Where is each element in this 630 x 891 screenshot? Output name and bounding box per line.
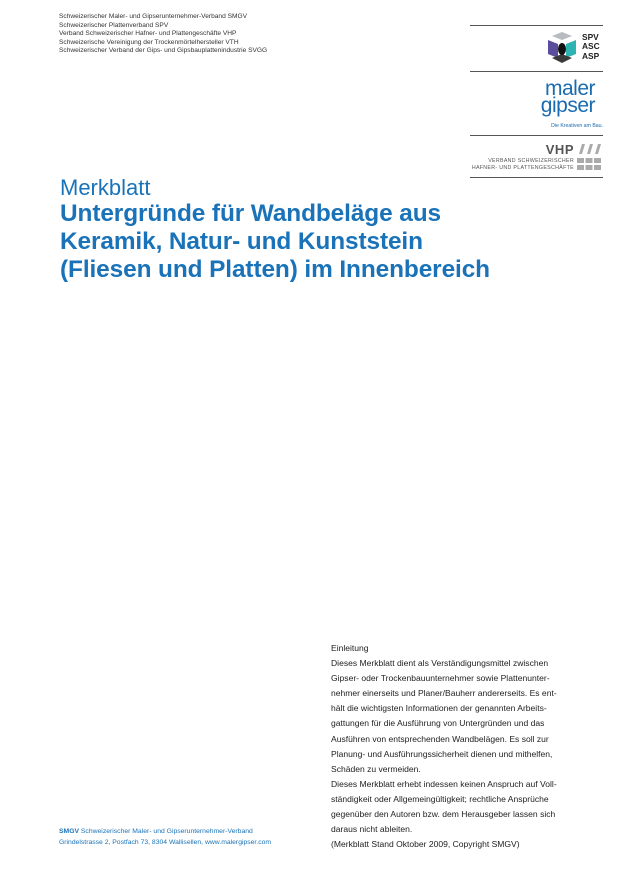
intro-line: Planung- und Ausführungssicherheit dienen und mithelfen, xyxy=(331,748,553,759)
vhp-line1: VERBAND SCHWEIZERISCHER xyxy=(488,158,574,164)
intro-line: Dieses Merkblatt dient als Verständigungsmittel zwischen xyxy=(331,658,549,669)
footer-org xyxy=(59,827,271,838)
vhp-line2: HAFNER- UND PLATTENGESCHÄFTE xyxy=(471,165,574,171)
intro-line: daraus nicht ableiten. xyxy=(331,824,413,835)
association-item: Verband Schweizerischer Hafner- und Plattengeschäfte VHP xyxy=(59,30,237,38)
intro-line: ständigkeit oder Allgemeingültigkeit; rechtliche Ansprüche xyxy=(331,793,549,804)
document-title xyxy=(60,175,490,284)
association-item: Schweizerischer Maler- und Gipserunternehmer-Verband SMGV xyxy=(59,13,248,20)
intro-heading: Einleitung xyxy=(331,643,369,653)
association-item: Schweizerischer Plattenverband SPV xyxy=(59,21,169,29)
spv-text: SPV ASC ASP xyxy=(582,32,600,61)
vhp-logo xyxy=(470,136,603,177)
intro-line: Schäden zu vermeiden. xyxy=(331,763,421,774)
title-line: Keramik, Natur- und Kunststein xyxy=(60,228,423,255)
intro-line: gattungen für die Ausführung von Untergründen und das xyxy=(331,718,545,729)
footer-address: Grindelstrasse 2, Postfach 73, 8304 Wallisellen, www.malergipser.com xyxy=(59,838,272,846)
malergipser-tagline: Die Kreativen am Bau. xyxy=(551,123,603,129)
footer-org-name: Schweizerischer Maler- und Gipserunternehmer-Verband xyxy=(79,828,253,835)
cube-icon xyxy=(544,32,580,64)
tile-grid-icon xyxy=(577,158,601,170)
footer-org-abbr: SMGV xyxy=(59,828,80,835)
malergipser-wordmark: maler gipser xyxy=(540,77,595,117)
spv-logo xyxy=(470,26,603,71)
intro-line: gegenüber den Autoren bzw. dem Herausgeber lassen sich xyxy=(331,809,556,820)
intro-line: Gipser- oder Trockenbauunternehmer sowie Plattenunter- xyxy=(331,673,550,684)
intro-line: nehmer einerseits und Planer/Bauherr andererseits. Es ent- xyxy=(331,688,557,699)
title-line: (Fliesen und Platten) im Innenbereich xyxy=(60,256,490,283)
association-item: Schweizerischer Verband der Gips- und Gipsbauplattenindustrie SVGG xyxy=(59,47,268,55)
footer xyxy=(59,827,271,848)
malergipser-logo xyxy=(470,72,603,135)
slash-mark-icon xyxy=(577,144,601,154)
introduction xyxy=(331,641,611,852)
logo-column xyxy=(470,25,603,178)
intro-line: hält die wichtigsten Informationen der genannten Arbeits- xyxy=(331,703,547,714)
title-line: Untergründe für Wandbeläge aus xyxy=(60,200,441,227)
association-item: Schweizerische Vereinigung der Trockenmörtelhersteller VTH xyxy=(59,38,239,46)
vhp-title: VHP xyxy=(545,142,574,157)
association-list xyxy=(59,13,267,56)
document-kicker: Merkblatt xyxy=(60,175,151,200)
intro-line: Dieses Merkblatt erhebt indessen keinen Anspruch auf Voll- xyxy=(331,778,557,789)
intro-line: (Merkblatt Stand Oktober 2009, Copyright SMGV) xyxy=(331,839,520,850)
intro-line: Ausführen von entsprechenden Wandbelägen. Es soll zur xyxy=(331,733,549,744)
